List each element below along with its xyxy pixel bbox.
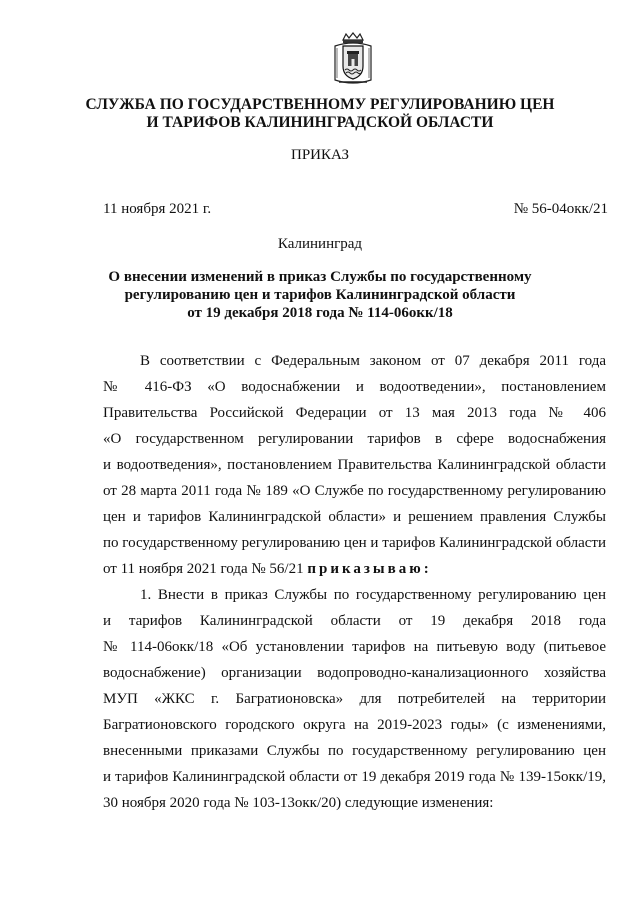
organization-title-line-2: И ТАРИФОВ КАЛИНИНГРАДСКОЙ ОБЛАСТИ [146,114,494,131]
order-keyword: приказываю: [307,561,432,577]
body-paragraph-1-text: от 11 ноября 2021 года № 56/21 [103,561,304,577]
body-paragraph-1-line: «О государственном регулировании тарифов в сфере водоснабжения [103,431,606,447]
document-city: Калининград [277,236,363,252]
body-paragraph-1-last-line [103,560,606,578]
subject-line-2: регулированию цен и тарифов Калининградской области [124,287,516,303]
body-paragraph-2-line: 30 ноября 2020 года № 103-13окк/20) следующие изменения: [103,795,494,811]
body-paragraph-1-line: Правительства Российской Федерации от 13 мая 2013 года № 406 [103,405,606,421]
body-paragraph-1-line: В соответствии с Федеральным законом от 07 декабря 2011 года [140,353,606,369]
document-type: ПРИКАЗ [291,147,349,163]
body-paragraph-2-line: водоснабжение) организации водопроводно-канализационного хозяйства [103,665,606,681]
body-paragraph-2-line: и тарифов Калининградской области от 19 декабря 2018 года [103,613,606,629]
body-paragraph-2-line: 1. Внести в приказ Службы по государственному регулированию цен [140,587,606,603]
body-paragraph-1-line: от 28 марта 2011 года № 189 «О Службе по государственному регулированию [103,483,606,499]
document-number: № 56-04окк/21 [513,201,608,217]
body-paragraph-2-line: Багратионовского городского округа на 2019-2023 годы» (с изменениями, [103,717,606,733]
body-paragraph-2-line: № 114-06окк/18 «Об установлении тарифов на питьевую воду (питьевое [103,639,606,655]
subject-line-3: от 19 декабря 2018 года № 114-06окк/18 [187,305,453,321]
organization-title-line-1: СЛУЖБА ПО ГОСУДАРСТВЕННОМУ РЕГУЛИРОВАНИЮ ЦЕН [85,96,555,113]
body-paragraph-1-line: и водоотведения», постановлением Правительства Калининградской области [103,457,606,473]
body-paragraph-2-line: внесенными приказами Службы по государственному регулированию цен [103,743,606,759]
body-paragraph-1-line: № 416-ФЗ «О водоснабжении и водоотведении», постановлением [103,379,606,395]
body-paragraph-2-line: МУП «ЖКС г. Багратионовска» для потребителей на территории [103,691,606,707]
coat-of-arms-emblem [331,32,375,86]
body-paragraph-1-line: цен и тарифов Калининградской области» и решением правления Службы [103,509,606,525]
subject-line-1: О внесении изменений в приказ Службы по государственному [108,269,532,285]
body-paragraph-1-line: по государственному регулированию цен и тарифов Калининградской области [103,535,606,551]
body-paragraph-2-line: и тарифов Калининградской области от 19 декабря 2019 года № 139-15окк/19, [103,769,606,785]
document-date: 11 ноября 2021 г. [103,201,212,217]
